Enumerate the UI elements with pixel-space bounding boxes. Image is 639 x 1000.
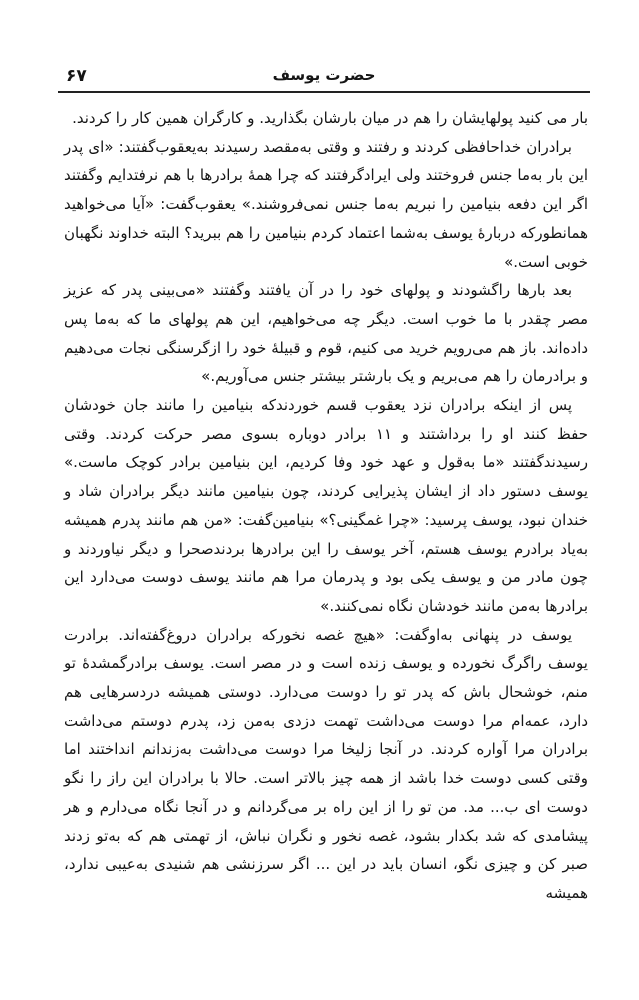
page-body <box>64 104 588 908</box>
running-title: حضرت یوسف <box>272 66 376 84</box>
paragraph-1: بار می کنید پولهایشان را هم در میان بارشان بگذارید. و کارگران همین کار را کردند. <box>72 109 588 127</box>
page-header <box>58 64 590 88</box>
paragraph-5: یوسف در پنهانی به‌اوگفت: «هیچ غصه نخورکه برادران دروغ‌گفته‌اند. برادرت یوسف راگرگ نخورده و یوسف زنده است و در مصر است. یوسف برادرگمشدهٔ تو منم، خوشحال باش که پدر تو را دوست می‌دارد. دوستی همیشه دردسرهایی هم دارد، عمه‌ام مرا دوست می‌داشت تهمت دزدی به‌من زد، پدرم دوستم می‌داشت برادران مرا آواره کردند. در آنجا زلیخا مرا دوست می‌داشت به‌زندانم انداختند اما وقتی کسی دوست خدا باشد از همه چیز بالاتر است. حالا با برادران این راز را نگو دوست ای ب... مد. من تو را از این راه بر می‌گردانم و در آنجا نگاه می‌دارم و هر پیشامدی که شد بکدار بشود، غصه نخور و نگران نباش، از تهمتی هم که به‌تو زدند صبر کن و چیزی نگو، انسان باید در این ... اگر سرزنشی هم شنیدی به‌عیبی ندارد، همیشه <box>64 625 588 902</box>
paragraph-3: بعد بارها راگشودند و پولهای خود را در آن یافتند وگفتند «می‌بینی پدر که عزیز مصر چقدر با ما خوب است. دیگر چه می‌خواهیم، این هم پولهای ما که به‌ما پس داده‌اند. باز هم می‌رویم خرید می کنیم، قوم و قبیلهٔ خود را ازگرسنگی نجات می‌دهیم و برادرمان را هم می‌بریم و یک بارشتر بیشتر جنس می‌آوریم.» <box>64 281 588 386</box>
header-rule <box>58 91 590 93</box>
paragraph-2: برادران خداحافظی کردند و رفتند و وقتی به‌مقصد رسیدند به‌یعقوب‌گفتند: «ای پدر این بار به‌ما جنس فروختند ولی ایرادگرفتند که چرا همهٔ برادرها با هم نرفتدایم وگفتند اگر این دفعه بنیامین را نبریم به‌ما جنس نمی‌فروشند.» یعقوب‌گفت: «آیا می‌خواهید همانطورکه دربارهٔ یوسف به‌شما اعتماد کردم بنیامین را هم ببرید؟ البته خداوند نگهبان خوبی است.» <box>64 137 588 271</box>
page-number: ۶۷ <box>66 66 87 86</box>
paragraph-4: پس از اینکه برادران نزد یعقوب قسم خوردندکه بنیامین را مانند جان خودشان حفظ کنند او را برداشتند و ۱۱ برادر دوباره بسوی مصر حرکت کردند. وقتی رسیدندگفتند «ما به‌قول و عهد خود وفا کردیم، این بنیامین برادر کوچک ماست.» یوسف دستور داد از ایشان پذیرایی کردند، چون بنیامین مانند دیگر برادران شاد و خندان نبود، یوسف پرسید: «چرا غمگینی؟» بنیامین‌گفت: «من هم مانند پدرم همیشه به‌یاد برادرم یوسف هستم، آخر یوسف را این برادرها بردندصحرا و دیگر نیاوردند و چون مادر من و یوسف یکی بود و پدرمان مرا هم مانند یوسف دوست می‌دارد این برادرها به‌من مانند خودشان نگاه نمی‌کنند.» <box>64 396 588 615</box>
